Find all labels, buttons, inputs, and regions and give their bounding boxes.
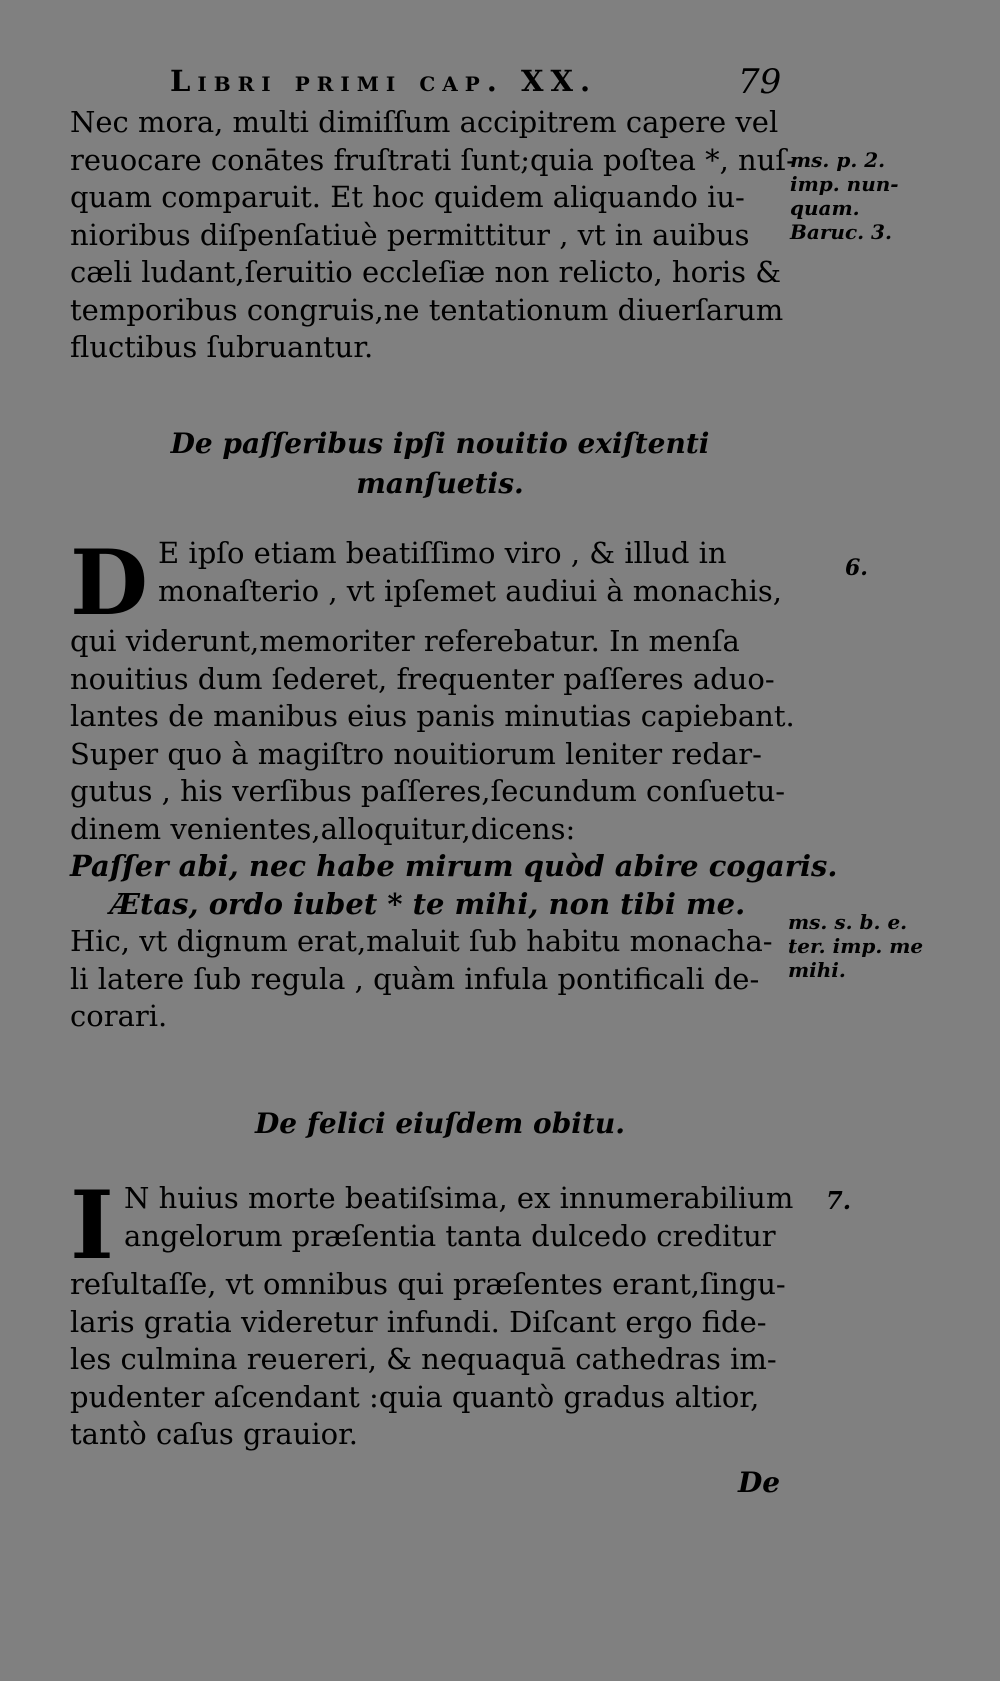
verse-line: Paſſer abi, nec habe mirum quòd abire cogaris. <box>70 849 838 883</box>
paragraph-3 <box>70 1171 794 1454</box>
text-line: qui viderunt,memoriter referebatur. In menſa <box>70 624 740 658</box>
text-line: pudenter aſcendant :quia quantò gradus altior, <box>70 1379 760 1414</box>
text-line: lantes de manibus eius panis minutias capiebant. <box>70 699 795 733</box>
paragraph-1 <box>70 104 796 367</box>
section-heading-sparrows <box>140 424 740 504</box>
section-number: 7. <box>826 1186 852 1215</box>
margin-note-line: ms. p. 2. <box>790 148 886 172</box>
text-line: corari. <box>70 999 168 1033</box>
text-line: gutus , his verſibus paſſeres,ſecundum conſuetu- <box>70 774 786 808</box>
paragraph-2 <box>70 530 838 1036</box>
section-number: 6. <box>845 555 868 581</box>
text-line: reſultaſſe, vt omnibus qui præſentes erant,ſingu- <box>70 1267 786 1301</box>
text-line: nouitius dum ſederet, frequenter paſſeres aduo- <box>70 661 775 696</box>
text-line: N huius morte beatiſsima, ex innumerabilium <box>123 1181 794 1215</box>
drop-cap: D <box>70 530 149 636</box>
heading-line: manſuetis. <box>356 467 524 500</box>
text-line: quam comparuit. Et hoc quidem aliquando iu- <box>70 180 745 214</box>
text-line: li latere ſub regula , quàm infula pontificali de- <box>70 961 760 996</box>
text-line: Super quo à magiſtro nouitiorum leniter redar- <box>70 736 762 771</box>
margin-note-line: Baruc. 3. <box>790 220 892 244</box>
catchword: De <box>738 1466 781 1499</box>
text-line: Nec mora, multi dimiſſum accipitrem capere vel <box>70 105 779 139</box>
heading-line: De paſſeribus ipſi nouitio exiſtenti <box>170 427 710 460</box>
text-line: angelorum præſentia tanta dulcedo creditur <box>123 1218 776 1253</box>
margin-note-line: mihi. <box>788 958 846 982</box>
margin-note-line: ter. imp. me <box>788 934 924 958</box>
text-line: temporibus congruis,ne tentationum diuerſarum <box>70 292 784 327</box>
text-line: monaſterio , vt ipſemet audiui à monachis, <box>158 573 782 608</box>
running-head: Libri primi cap. XX. <box>170 64 598 98</box>
margin-note <box>790 148 899 244</box>
text-line: Hic, vt dignum erat,maluit ſub habitu monacha- <box>70 924 773 958</box>
margin-note <box>788 910 923 982</box>
margin-note-line: imp. nun- <box>790 172 899 196</box>
text-line: laris gratia videretur infundi. Diſcant ergo fide- <box>70 1304 767 1339</box>
verse-line: Ætas, ordo iubet * te mihi, non tibi me. <box>110 886 746 921</box>
text-line: nioribus diſpenſatiuè permittitur , vt in auibus <box>70 217 750 252</box>
section-heading-death: De felici eiuſdem obitu. <box>255 1107 625 1140</box>
margin-note-line: quam. <box>790 196 860 220</box>
text-line: tantò caſus grauior. <box>70 1417 359 1451</box>
text-line: cæli ludant,ſeruitio eccleſiæ non relicto, horis & <box>70 255 782 289</box>
text-line: les culmina reuereri, & nequaquā cathedras im- <box>70 1342 777 1376</box>
text-line: reuocare conātes fruſtrati ſunt;quia poſtea *, nuſ- <box>70 142 796 177</box>
text-line: dinem venientes,alloquitur,dicens: <box>70 811 576 846</box>
text-line: fluctibus ſubruantur. <box>70 330 374 364</box>
margin-note-line: ms. s. b. e. <box>788 910 908 934</box>
text-line: E ipſo etiam beatiſſimo viro , & illud in <box>158 536 727 570</box>
page-number: 79 <box>738 62 782 102</box>
drop-cap: I <box>70 1171 114 1281</box>
